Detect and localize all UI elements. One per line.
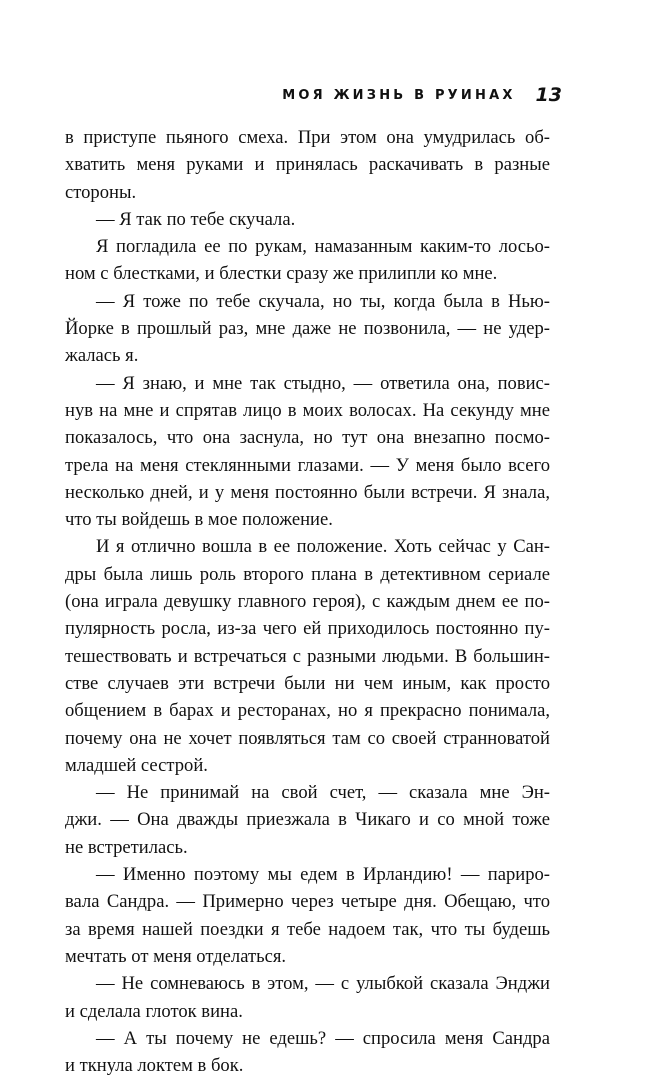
text-line: — А ты почему не едешь? — спросила меня Сандра [96, 1027, 550, 1049]
text-line: младшей сестрой. [65, 754, 208, 776]
text-line: джи. — Она дважды приезжала в Чикаго и со мной тоже [65, 809, 550, 831]
page-number: 13 [535, 84, 562, 106]
text-line: хватить меня руками и принялась раскачивать в разные [65, 154, 550, 176]
text-line: стве случаев эти встречи были ни чем иным, как просто [65, 672, 550, 694]
text-line: за время нашей поездки я тебе надоем так, что ты будешь [65, 918, 550, 940]
text-line: почему она не хочет появляться там со своей странноватой [65, 727, 550, 749]
text-line: несколько дней, и у меня постоянно были встречи. Я знала, [65, 481, 550, 503]
text-line: (она играла девушку главного героя), с каждым днем ее по- [65, 591, 550, 613]
text-line: Йорке в прошлый раз, мне даже не позвонила, — не удер- [65, 318, 550, 340]
text-line: — Я так по тебе скучала. [96, 208, 296, 230]
text-line: общением в барах и ресторанах, но я прекрасно понимала, [65, 700, 550, 722]
text-line: — Не сомневаюсь в этом, — с улыбкой сказала Энджи [96, 973, 550, 995]
text-line: вала Сандра. — Примерно через четыре дня. Обещаю, что [65, 891, 550, 913]
text-line: — Именно поэтому мы едем в Ирландию! — париро- [96, 864, 550, 886]
text-line: стороны. [65, 181, 137, 203]
text-line: — Я знаю, и мне так стыдно, — ответила она, повис- [96, 372, 550, 394]
text-line: не встретилась. [65, 836, 188, 858]
text-line: жалась я. [65, 345, 139, 367]
text-line: показалось, что она заснула, но тут она внезапно посмо- [65, 427, 550, 449]
text-line: И я отлично вошла в ее положение. Хоть сейчас у Сан- [96, 536, 550, 558]
body-text [65, 124, 550, 1079]
text-line: дры была лишь роль второго плана в детективном сериале [65, 563, 550, 585]
text-line: — Не принимай на свой счет, — сказала мне Эн- [96, 782, 550, 804]
text-line: тешествовать и встречаться с разными людьми. В большин- [65, 645, 550, 667]
text-line: — Я тоже по тебе скучала, но ты, когда была в Нью- [96, 290, 550, 312]
running-header [0, 84, 562, 112]
text-line: и сделала глоток вина. [65, 1000, 243, 1022]
running-title: МОЯ ЖИЗНЬ В РУИНАХ [282, 87, 516, 103]
text-line: Я погладила ее по рукам, намазанным каким-то лосьо- [96, 236, 550, 258]
text-line: мечтать от меня отделаться. [65, 945, 287, 967]
text-line: трела на меня стеклянными глазами. — У меня было всего [65, 454, 550, 476]
text-line: пулярность росла, из-за чего ей приходилось постоянно пу- [65, 618, 550, 640]
text-line: ном с блестками, и блестки сразу же прилипли ко мне. [65, 263, 498, 285]
text-line: нув на мне и спрятав лицо в моих волосах. На секунду мне [65, 399, 550, 421]
text-line: и ткнула локтем в бок. [65, 1055, 244, 1077]
text-line: что ты войдешь в мое положение. [65, 509, 333, 531]
text-line: в приступе пьяного смеха. При этом она умудрилась об- [65, 127, 550, 148]
